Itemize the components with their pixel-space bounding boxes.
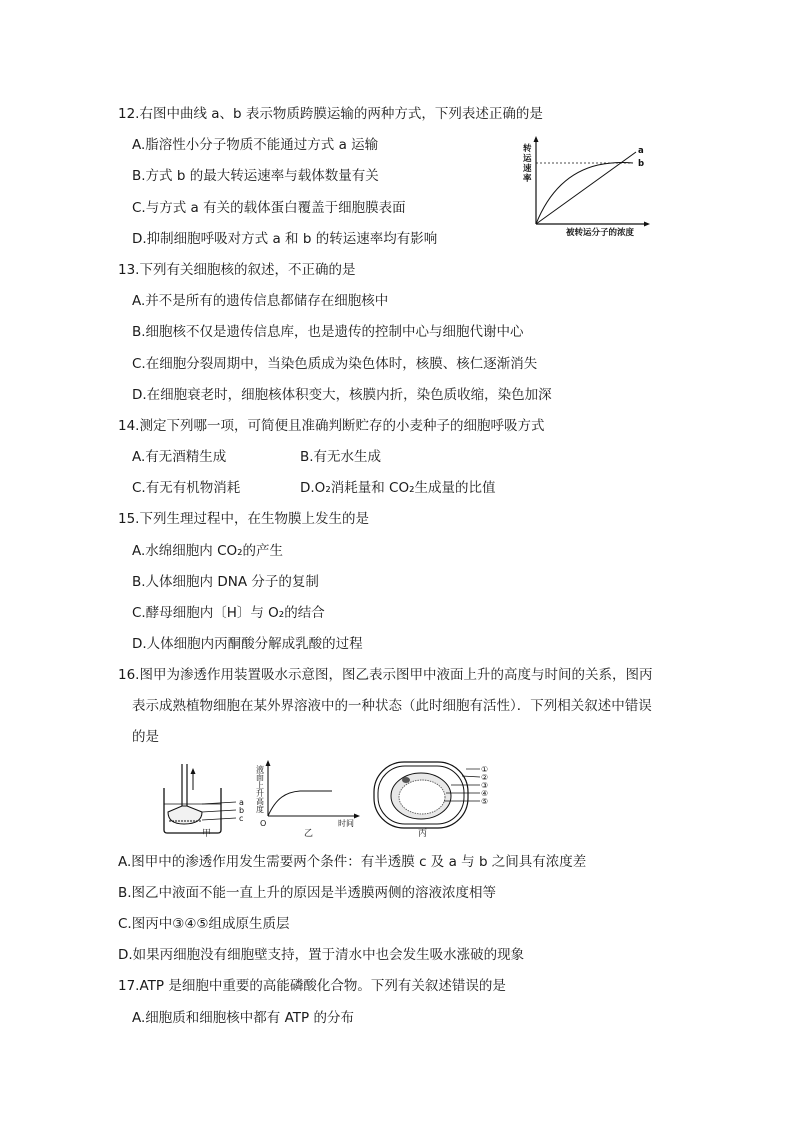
y-axis-arrow — [534, 136, 539, 142]
svg-text:率: 率 — [523, 174, 532, 184]
svg-text:高: 高 — [256, 797, 264, 806]
yi-x-arrow — [354, 814, 360, 819]
q16-figure-bing-plant-cell — [372, 760, 502, 830]
svg-text:上: 上 — [256, 781, 264, 790]
svg-text:液: 液 — [256, 765, 264, 774]
q16-figure-bing-caption: 丙 — [418, 829, 428, 839]
yi-y-arrow — [266, 760, 271, 766]
q13-option-b: B.细胞核不仅是遗传信息库，也是遗传的控制中心与细胞代谢中心 — [132, 324, 524, 340]
leader-b — [202, 810, 236, 812]
yi-origin-label: O — [260, 819, 267, 828]
label-4: ④ — [481, 789, 489, 798]
q17-option-a: A.细胞质和细胞核中都有 ATP 的分布 — [132, 1010, 354, 1026]
curve-b-line — [536, 162, 633, 224]
curve-b-label: b — [638, 159, 645, 169]
svg-text:度: 度 — [256, 805, 264, 814]
yi-x-axis-label: 时间 — [338, 819, 354, 828]
q15-stem: 15.下列生理过程中，在生物膜上发生的是 — [118, 511, 369, 527]
q16-option-b: B.图乙中液面不能一直上升的原因是半透膜两侧的溶液浓度相等 — [118, 885, 497, 901]
svg-text:转: 转 — [523, 144, 532, 154]
rise-arrow-head — [191, 768, 196, 774]
label-1: ① — [481, 765, 489, 774]
label-b: b — [239, 806, 245, 815]
q15-option-b: B.人体细胞内 DNA 分子的复制 — [132, 574, 319, 590]
q16-stem-line2: 表示成熟植物细胞在某外界溶液中的一种状态（此时细胞有活性）．下列相关叙述中错误 — [132, 698, 652, 714]
q15-option-a: A.水绵细胞内 CO₂的产生 — [132, 543, 284, 559]
q14-option-a: A.有无酒精生成 — [132, 449, 227, 465]
label-3: ③ — [481, 781, 489, 790]
y-axis-label — [523, 143, 532, 184]
q16-figure-jia-caption: 甲 — [202, 829, 212, 839]
q16-stem-line1: 16.图甲为渗透作用装置吸水示意图，图乙表示图甲中液面上升的高度与时间的关系，图丙 — [118, 667, 653, 683]
q14-option-b: B.有无水生成 — [300, 449, 382, 465]
q16-option-c: C.图丙中③④⑤组成原生质层 — [118, 916, 290, 932]
x-axis-label: 被转运分子的浓度 — [566, 228, 635, 238]
q12-option-d: D.抑制细胞呼吸对方式 a 和 b 的转运速率均有影响 — [132, 231, 438, 247]
vacuole — [399, 780, 445, 814]
q13-option-c: C.在细胞分裂周期中，当染色质成为染色体时，核膜、核仁逐渐消失 — [132, 356, 538, 372]
q13-stem: 13.下列有关细胞核的叙述，不正确的是 — [118, 262, 356, 278]
yi-y-axis-label — [256, 764, 264, 814]
leader-2 — [462, 776, 480, 777]
q12-transport-graph — [518, 136, 658, 238]
nucleus — [402, 777, 410, 783]
q16-figure-yi-caption: 乙 — [304, 829, 314, 839]
label-c: c — [239, 814, 244, 823]
leader-c — [202, 818, 236, 820]
q16-option-a: A.图甲中的渗透作用发生需要两个条件：有半透膜 c 及 a 与 b 之间具有浓度差 — [118, 854, 587, 870]
svg-text:面: 面 — [256, 773, 264, 782]
svg-text:速: 速 — [523, 164, 532, 174]
q16-stem-line3: 的是 — [132, 729, 159, 745]
q15-option-d: D.人体细胞内丙酮酸分解成乳酸的过程 — [132, 636, 363, 652]
yi-curve — [268, 791, 332, 816]
svg-text:运: 运 — [523, 154, 532, 164]
q14-option-c: C.有无有机物消耗 — [132, 480, 241, 496]
label-2: ② — [481, 773, 489, 782]
q16-option-d: D.如果丙细胞没有细胞壁支持，置于清水中也会发生吸水涨破的现象 — [118, 947, 525, 963]
curve-a-label: a — [638, 146, 644, 156]
q12-option-a: A.脂溶性小分子物质不能通过方式 a 运输 — [132, 137, 379, 153]
q13-option-a: A.并不是所有的遗传信息都储存在细胞核中 — [132, 293, 389, 309]
svg-text:升: 升 — [256, 789, 264, 798]
q14-stem: 14.测定下列哪一项，可简便且准确判断贮存的小麦种子的细胞呼吸方式 — [118, 418, 545, 434]
x-axis-arrow — [644, 222, 650, 227]
q17-stem: 17.ATP 是细胞中重要的高能磷酸化合物。下列有关叙述错误的是 — [118, 978, 506, 994]
q13-option-d: D.在细胞衰老时，细胞核体积变大，核膜内折，染色质收缩，染色加深 — [132, 387, 552, 403]
q12-option-b: B.方式 b 的最大转运速率与载体数量有关 — [132, 168, 379, 184]
q12-stem: 12.右图中曲线 a、b 表示物质跨膜运输的两种方式，下列表述正确的是 — [118, 106, 543, 122]
q12-option-c: C.与方式 a 有关的载体蛋白覆盖于细胞膜表面 — [132, 200, 406, 216]
q16-figure-yi-height-graph — [254, 760, 366, 828]
q15-option-c: C.酵母细胞内〔H〕与 O₂的结合 — [132, 605, 325, 621]
label-a: a — [239, 798, 244, 807]
label-5: ⑤ — [481, 797, 489, 806]
q14-option-d: D.O₂消耗量和 CO₂生成量的比值 — [300, 480, 496, 496]
